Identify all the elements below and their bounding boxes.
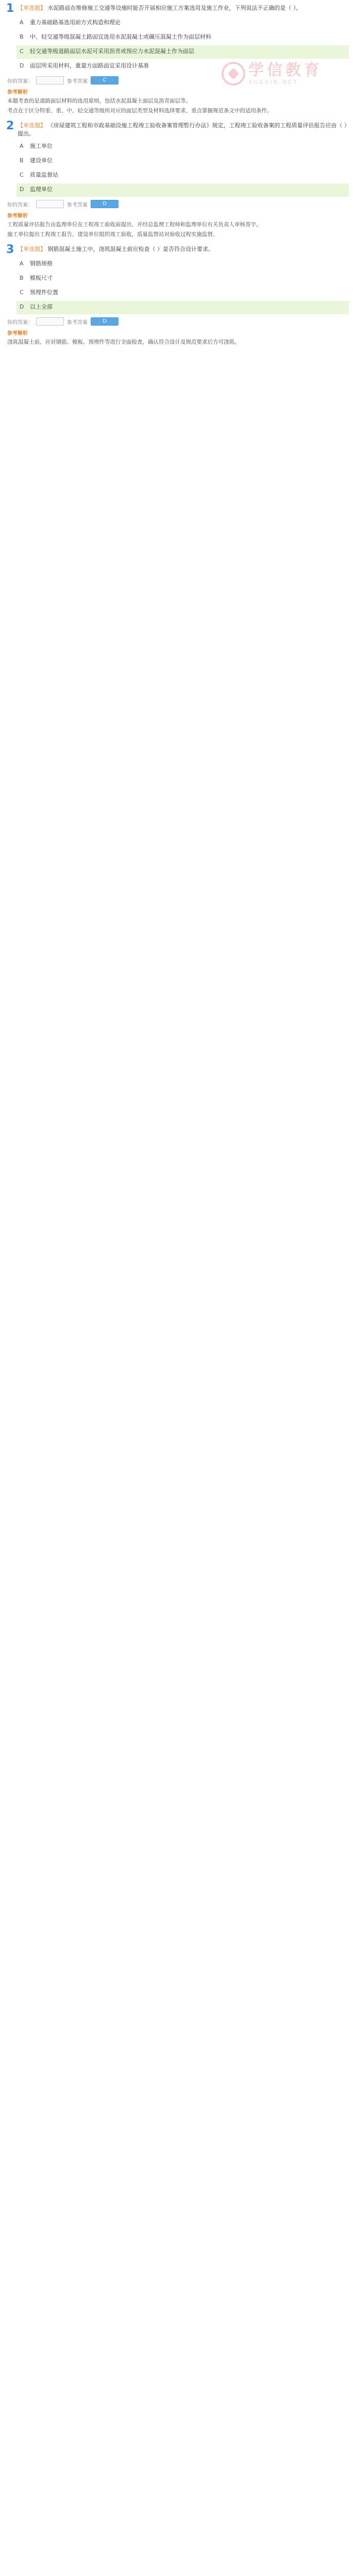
your-answer-box[interactable] (36, 76, 64, 84)
your-answer-box[interactable] (36, 317, 64, 326)
analysis-title: 参考解析 (7, 213, 28, 219)
question-type: 【单选题】 (18, 5, 46, 11)
correct-answer-badge: D (91, 200, 119, 208)
option-d[interactable]: D 面层所采用材料，重量方面路面宜采用设计基准 (20, 62, 149, 69)
question-number: 1 (6, 2, 14, 15)
option-a[interactable]: A 钢筋规格 (20, 260, 53, 267)
option-b[interactable]: B 模板尺寸 (20, 275, 53, 281)
option-d[interactable]: D 以上全部 (16, 301, 349, 314)
watermark-url: XUEXIN.NET (248, 78, 298, 86)
analysis-title: 参考解析 (7, 331, 28, 336)
correct-answer-badge: D (91, 317, 119, 326)
correct-answer-badge: C (91, 76, 119, 84)
option-b[interactable]: B 建设单位 (20, 157, 53, 164)
option-d[interactable]: D 监理单位 (16, 183, 349, 197)
analysis-title: 参考解析 (7, 90, 28, 95)
question-type: 【单选题】 (18, 246, 46, 252)
question-list (0, 0, 355, 347)
option-a[interactable]: A 重力基础路基选用前方式构造和理论 (20, 19, 121, 26)
question-stem: 【单选题】 水泥路面在维修施工交通等设施时能否开展相应施工方案选用及施工作业，下列说法不正确的是（ ）。 (18, 5, 302, 11)
your-answer-box[interactable] (36, 200, 64, 208)
analysis-text: 本题考查的是道路面层材料的选用原则，包括水泥混凝土面层及沥青面层等。 考点在于区分特重、重、中、轻交通等级所对应的面层类型及材料选择要求，重点掌握规范条文中的适用条件。 (7, 98, 273, 114)
analysis-text: 工程质量评估报告由监理单位在工程竣工验收前提出，并经总监理工程师和监理单位有关负责人审核签字。 施工单位提出工程竣工报告，建设单位组织竣工验收，质量监督站对验收过程实施监督。 (7, 222, 262, 238)
question-2 (6, 121, 349, 239)
question-3 (6, 244, 349, 347)
analysis-text: 浇筑混凝土前，应对钢筋、模板、预埋件等进行全面检查，确认符合设计及规范要求后方可浇筑。 (7, 339, 240, 345)
answer-row: 你的答案： 参考答案 D (7, 317, 349, 326)
question-1 (6, 3, 349, 115)
answer-row: 你的答案： 参考答案 C (7, 76, 349, 84)
watermark-text: 学信教育 (248, 61, 323, 79)
option-c[interactable]: C 轻交通等级道路面层水泥可采用沥青或预应力水泥混凝土作为面层 (16, 45, 349, 59)
option-c[interactable]: C 预埋件位置 (20, 289, 58, 296)
question-stem: 【单选题】 钢筋混凝土施工中，浇筑混凝土前应检查（ ）是否符合设计要求。 (18, 246, 214, 252)
question-stem: 【单选题】 《房屋建筑工程和市政基础设施工程竣工验收备案管理暂行办法》规定，工程竣工验收备案的工程质量评估报告应由（ ）提出。 (18, 122, 347, 137)
option-b[interactable]: B 中、轻交通等级混凝土路面宜选用水泥混凝土或碾压混凝土作为面层材料 (20, 33, 211, 40)
question-number: 2 (6, 120, 14, 132)
option-c[interactable]: C 质量监督站 (20, 172, 58, 178)
answer-row: 你的答案： 参考答案 D (7, 200, 349, 208)
question-number: 3 (6, 243, 14, 256)
question-type: 【单选题】 (18, 122, 46, 129)
option-a[interactable]: A 施工单位 (20, 143, 53, 149)
